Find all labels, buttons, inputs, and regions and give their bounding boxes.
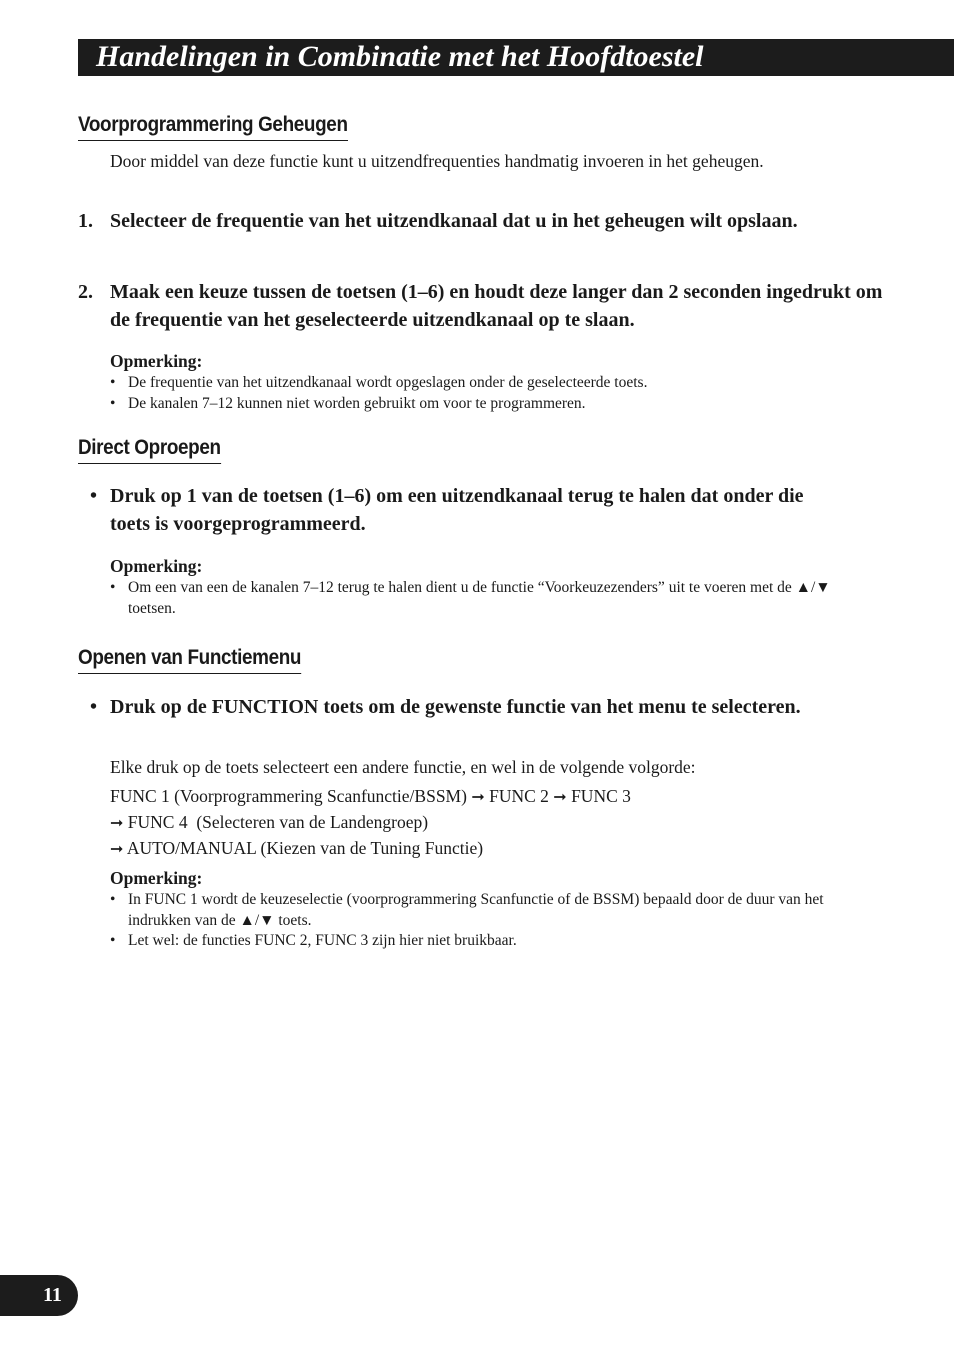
chapter-title-bar	[78, 39, 954, 76]
section-intro: Door middel van deze functie kunt u uitzendfrequenties handmatig invoeren in het geheugen.	[110, 151, 764, 171]
bullet-step	[90, 693, 830, 721]
note-item: • De kanalen 7–12 kunnen niet worden gebruikt om voor te programmeren.	[108, 394, 868, 415]
note-item: • De frequentie van het uitzendkanaal wordt opgeslagen onder de geselecteerde toets.	[108, 373, 868, 394]
sequence-item: FUNC 1 (Voorprogrammering Scanfunctie/BSSM)	[110, 786, 467, 806]
sequence-line-3	[110, 836, 870, 862]
page-number: 11	[43, 1284, 62, 1306]
note-item: • Om een van een de kanalen 7–12 terug te halen dient u de functie “Voorkeuzezenders” uit te voeren met de ▲/▼ toetsen.	[108, 578, 868, 619]
arrow-right-icon: ➞	[471, 789, 485, 806]
note-item: • In FUNC 1 wordt de keuzeselectie (voorprogrammering Scanfunctie of de BSSM) bepaald door de duur van het indrukken van de ▲/▼ toets.	[108, 890, 868, 931]
step-number: 2.	[78, 281, 93, 303]
step-2	[78, 278, 890, 334]
section-heading-direct-oproepen: Direct Oproepen	[78, 436, 221, 464]
arrow-right-icon: ➞	[553, 789, 567, 806]
chapter-title: Handelingen in Combinatie met het Hoofdtoestel	[96, 40, 704, 73]
sequence-item: FUNC 2	[489, 786, 549, 806]
note-heading: Opmerking:	[110, 868, 203, 888]
bullet-step	[90, 482, 830, 538]
sequence-item: AUTO/MANUAL (Kiezen van de Tuning Functie)	[126, 838, 484, 858]
note-list	[108, 373, 868, 414]
note-list	[108, 890, 868, 952]
step-text: Maak een keuze tussen de toetsen (1–6) en houdt deze langer dan 2 seconden ingedrukt om de frequentie van het geselecteerde uitzendkanaal op te slaan.	[110, 281, 883, 331]
step-number: 1.	[78, 210, 93, 232]
step-text: Selecteer de frequentie van het uitzendkanaal dat u in het geheugen wilt opslaan.	[110, 210, 798, 232]
step-text: Druk op 1 van de toetsen (1–6) om een uitzendkanaal terug te halen dat onder die toets is voorgeprogrammeerd.	[110, 485, 804, 535]
section-heading-voorprogrammering: Voorprogrammering Geheugen	[78, 113, 348, 141]
note-list	[108, 578, 868, 619]
step-text: Druk op de FUNCTION toets om de gewenste functie van het menu te selecteren.	[110, 696, 801, 718]
bullet-marker: •	[90, 485, 98, 507]
function-sequence	[110, 784, 870, 862]
note-item: • Let wel: de functies FUNC 2, FUNC 3 zijn hier niet bruikbaar.	[108, 931, 868, 952]
arrow-right-icon: ➞	[110, 841, 124, 858]
section-description: Elke druk op de toets selecteert een andere functie, en wel in de volgende volgorde:	[110, 757, 696, 777]
note-heading: Opmerking:	[110, 351, 203, 371]
sequence-item: FUNC 3	[571, 786, 631, 806]
section-heading-functiemenu: Openen van Functiemenu	[78, 646, 301, 674]
page-number-tab	[0, 1275, 78, 1316]
sequence-item: FUNC 4 (Selecteren van de Landengroep)	[127, 812, 429, 832]
note-heading: Opmerking:	[110, 556, 203, 576]
sequence-line-2	[110, 810, 870, 836]
arrow-right-icon: ➞	[110, 815, 124, 832]
sequence-line-1	[110, 784, 870, 810]
step-1	[78, 207, 870, 235]
bullet-marker: •	[90, 696, 98, 718]
